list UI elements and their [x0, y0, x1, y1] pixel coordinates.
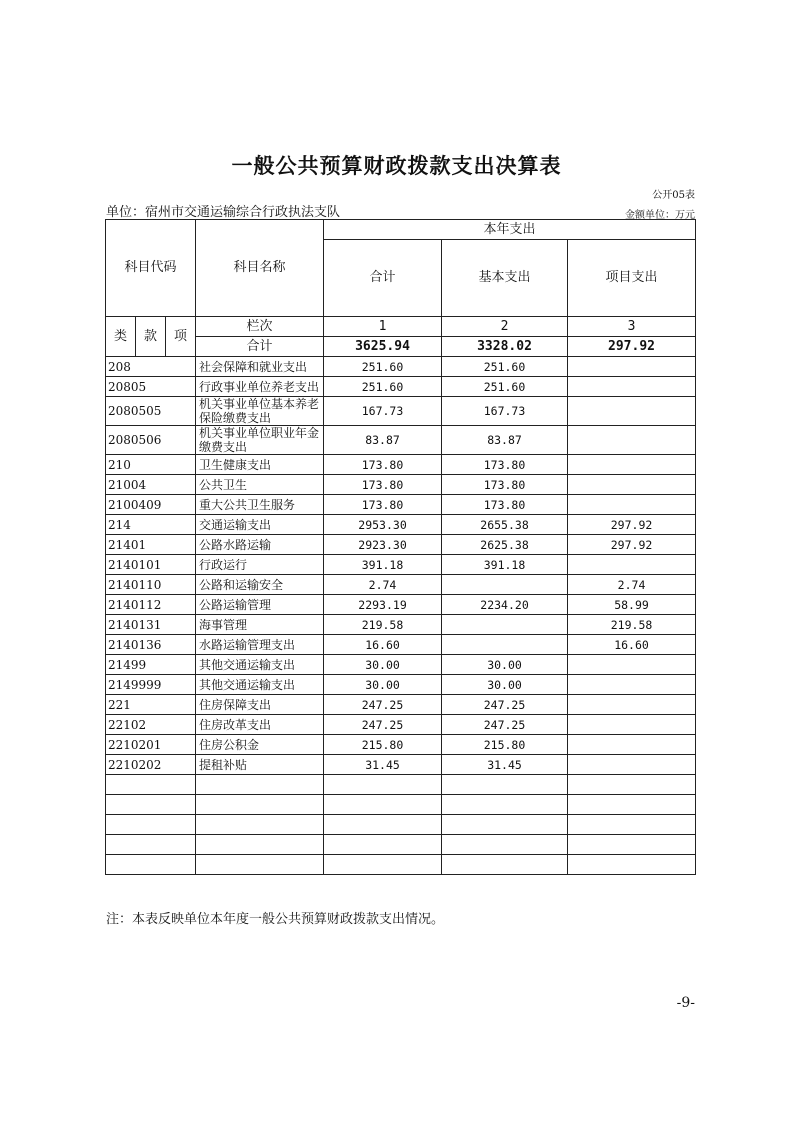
empty-cell [568, 835, 696, 855]
row-project [568, 357, 696, 377]
row-project [568, 735, 696, 755]
row-basic: 167.73 [442, 397, 568, 426]
row-project [568, 555, 696, 575]
row-name: 住房保障支出 [196, 695, 324, 715]
col-index-3: 3 [568, 317, 696, 337]
empty-row [106, 855, 696, 875]
row-basic: 2655.38 [442, 515, 568, 535]
row-name: 交通运输支出 [196, 515, 324, 535]
row-project [568, 695, 696, 715]
empty-row [106, 795, 696, 815]
empty-cell [568, 815, 696, 835]
table-row [106, 535, 696, 555]
table-row [106, 655, 696, 675]
row-total: 173.80 [324, 475, 442, 495]
row-total: 30.00 [324, 675, 442, 695]
row-name: 住房公积金 [196, 735, 324, 755]
row-project [568, 475, 696, 495]
row-code: 20805 [106, 377, 196, 397]
row-total: 251.60 [324, 377, 442, 397]
form-number: 公开05表 [652, 190, 695, 201]
row-basic: 2234.20 [442, 595, 568, 615]
header-kuan: 款 [136, 317, 166, 357]
row-total: 2293.19 [324, 595, 442, 615]
row-code: 2210201 [106, 735, 196, 755]
money-unit-label: 金额单位：万元 [625, 210, 695, 221]
row-name: 机关事业单位基本养老保险缴费支出 [196, 397, 324, 426]
table-row [106, 555, 696, 575]
row-basic: 2625.38 [442, 535, 568, 555]
row-basic [442, 615, 568, 635]
expenditure-table [105, 219, 696, 875]
empty-cell [196, 855, 324, 875]
row-basic: 31.45 [442, 755, 568, 775]
table-row [106, 495, 696, 515]
row-code: 2080505 [106, 397, 196, 426]
row-name: 行政运行 [196, 555, 324, 575]
row-total: 247.25 [324, 695, 442, 715]
row-name: 公共卫生 [196, 475, 324, 495]
row-basic [442, 575, 568, 595]
table-row [106, 455, 696, 475]
row-project [568, 675, 696, 695]
header-lanci: 栏次 [196, 317, 324, 337]
row-name: 提租补贴 [196, 755, 324, 775]
row-total: 16.60 [324, 635, 442, 655]
table-row [106, 675, 696, 695]
row-name: 行政事业单位养老支出 [196, 377, 324, 397]
row-project [568, 397, 696, 426]
row-code: 2140112 [106, 595, 196, 615]
table-row [106, 735, 696, 755]
row-project [568, 715, 696, 735]
sum-label: 合计 [196, 337, 324, 357]
row-project: 58.99 [568, 595, 696, 615]
row-total: 30.00 [324, 655, 442, 675]
row-basic: 215.80 [442, 735, 568, 755]
row-code: 208 [106, 357, 196, 377]
row-total: 31.45 [324, 755, 442, 775]
empty-cell [196, 795, 324, 815]
row-basic [442, 635, 568, 655]
table-row [106, 515, 696, 535]
row-project: 297.92 [568, 535, 696, 555]
table-row [106, 377, 696, 397]
empty-cell [568, 855, 696, 875]
row-name: 卫生健康支出 [196, 455, 324, 475]
row-code: 2100409 [106, 495, 196, 515]
empty-cell [442, 855, 568, 875]
row-project: 2.74 [568, 575, 696, 595]
sum-total: 3625.94 [324, 337, 442, 357]
header-xiang: 项 [166, 317, 196, 357]
row-basic: 251.60 [442, 357, 568, 377]
empty-row [106, 815, 696, 835]
row-total: 2.74 [324, 575, 442, 595]
row-code: 2140136 [106, 635, 196, 655]
row-name: 社会保障和就业支出 [196, 357, 324, 377]
row-code: 221 [106, 695, 196, 715]
table-row [106, 615, 696, 635]
row-total: 2923.30 [324, 535, 442, 555]
row-code: 214 [106, 515, 196, 535]
empty-row [106, 775, 696, 795]
row-code: 2140101 [106, 555, 196, 575]
header-lei: 类 [106, 317, 136, 357]
row-project [568, 755, 696, 775]
row-code: 2140110 [106, 575, 196, 595]
row-total: 83.87 [324, 426, 442, 455]
row-total: 247.25 [324, 715, 442, 735]
table-row [106, 715, 696, 735]
row-code: 22102 [106, 715, 196, 735]
row-project [568, 455, 696, 475]
row-code: 21401 [106, 535, 196, 555]
row-code: 21499 [106, 655, 196, 675]
row-name: 公路水路运输 [196, 535, 324, 555]
sum-project: 297.92 [568, 337, 696, 357]
empty-cell [106, 855, 196, 875]
footnote: 注：本表反映单位本年度一般公共预算财政拨款支出情况。 [106, 912, 445, 927]
row-code: 21004 [106, 475, 196, 495]
unit-label: 单位：宿州市交通运输综合行政执法支队 [106, 205, 341, 220]
row-name: 重大公共卫生服务 [196, 495, 324, 515]
empty-cell [106, 815, 196, 835]
row-basic: 173.80 [442, 495, 568, 515]
empty-cell [324, 835, 442, 855]
empty-cell [106, 835, 196, 855]
row-project [568, 377, 696, 397]
empty-row [106, 835, 696, 855]
row-total: 215.80 [324, 735, 442, 755]
table-row [106, 575, 696, 595]
page-title: 一般公共预算财政拨款支出决算表 [231, 154, 562, 178]
row-basic: 247.25 [442, 695, 568, 715]
table-row [106, 755, 696, 775]
row-total: 251.60 [324, 357, 442, 377]
row-name: 住房改革支出 [196, 715, 324, 735]
empty-cell [324, 855, 442, 875]
header-year-spend: 本年支出 [324, 220, 696, 240]
row-code: 2080506 [106, 426, 196, 455]
table-row [106, 595, 696, 615]
empty-cell [106, 775, 196, 795]
empty-cell [442, 795, 568, 815]
col-index-2: 2 [442, 317, 568, 337]
row-total: 167.73 [324, 397, 442, 426]
row-basic: 30.00 [442, 675, 568, 695]
table-row [106, 475, 696, 495]
empty-cell [196, 815, 324, 835]
row-project [568, 655, 696, 675]
row-total: 391.18 [324, 555, 442, 575]
row-basic: 251.60 [442, 377, 568, 397]
table-row [106, 357, 696, 377]
row-basic: 247.25 [442, 715, 568, 735]
row-total: 219.58 [324, 615, 442, 635]
row-code: 2140131 [106, 615, 196, 635]
row-basic: 391.18 [442, 555, 568, 575]
empty-cell [196, 835, 324, 855]
row-total: 2953.30 [324, 515, 442, 535]
row-total: 173.80 [324, 495, 442, 515]
row-name: 公路运输管理 [196, 595, 324, 615]
row-project: 297.92 [568, 515, 696, 535]
row-project [568, 426, 696, 455]
table-row [106, 695, 696, 715]
empty-cell [568, 795, 696, 815]
header-code: 科目代码 [106, 220, 196, 317]
row-basic: 173.80 [442, 475, 568, 495]
row-name: 公路和运输安全 [196, 575, 324, 595]
row-name: 水路运输管理支出 [196, 635, 324, 655]
table-row [106, 426, 696, 455]
row-name: 机关事业单位职业年金缴费支出 [196, 426, 324, 455]
empty-cell [442, 775, 568, 795]
empty-cell [324, 795, 442, 815]
page-number: -9- [676, 995, 695, 1011]
header-total: 合计 [324, 240, 442, 317]
table-row [106, 635, 696, 655]
row-name: 海事管理 [196, 615, 324, 635]
row-name: 其他交通运输支出 [196, 655, 324, 675]
empty-cell [196, 775, 324, 795]
row-code: 2210202 [106, 755, 196, 775]
row-project: 16.60 [568, 635, 696, 655]
row-basic: 83.87 [442, 426, 568, 455]
empty-cell [442, 835, 568, 855]
row-basic: 173.80 [442, 455, 568, 475]
table-row [106, 397, 696, 426]
empty-cell [324, 775, 442, 795]
row-total: 173.80 [324, 455, 442, 475]
header-name: 科目名称 [196, 220, 324, 317]
sum-basic: 3328.02 [442, 337, 568, 357]
row-code: 2149999 [106, 675, 196, 695]
header-basic: 基本支出 [442, 240, 568, 317]
header-project: 项目支出 [568, 240, 696, 317]
row-basic: 30.00 [442, 655, 568, 675]
row-project: 219.58 [568, 615, 696, 635]
empty-cell [568, 775, 696, 795]
col-index-1: 1 [324, 317, 442, 337]
empty-cell [106, 795, 196, 815]
empty-cell [442, 815, 568, 835]
row-code: 210 [106, 455, 196, 475]
row-project [568, 495, 696, 515]
row-name: 其他交通运输支出 [196, 675, 324, 695]
empty-cell [324, 815, 442, 835]
